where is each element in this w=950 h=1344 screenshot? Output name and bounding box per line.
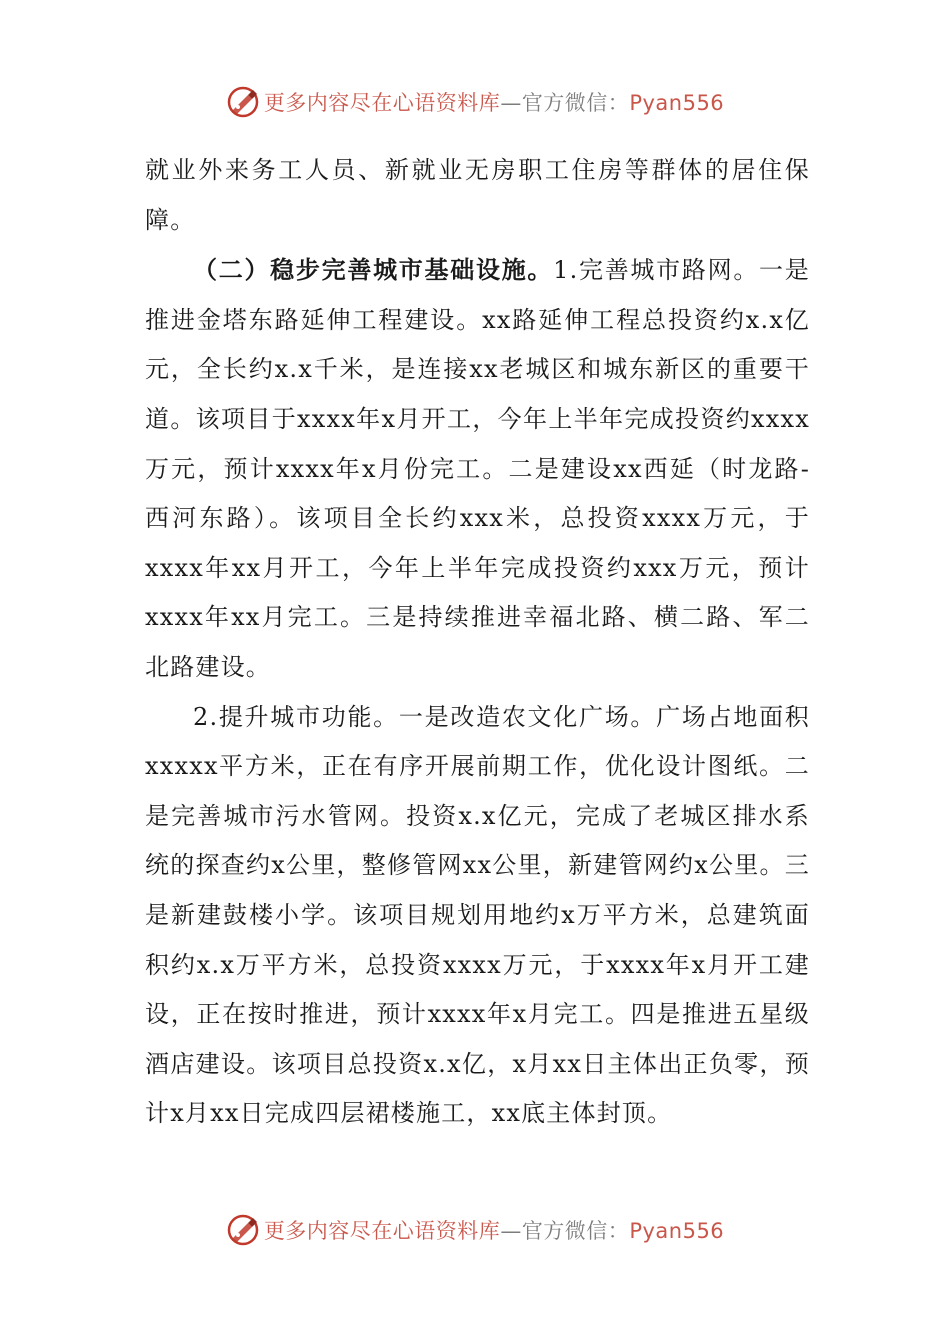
paragraph-2-body: 1.完善城市路网。一是推进金塔东路延伸工程建设。xx路延伸工程总投资约x.x亿元，全长约x.x千米，是连接xx老城区和城东新区的重要干道。该项目于xxxx年x月开工，今年上半年完成投资约xxxx万元，预计xxxx年x月份完工。二是建设xx西延（时龙路-西河东路）。该项目全长约xxx米，总投资xxxx万元，于xxxx年xx月开工，今年上半年完成投资约xxx万元，预计xxxx年xx月完工。三是持续推进幸福北路、横二路、军二北路建设。 bbox=[145, 256, 810, 681]
watermark-contact-label: 官方微信： bbox=[521, 91, 630, 115]
document-body bbox=[145, 146, 810, 1139]
pen-seal-logo-icon bbox=[226, 85, 260, 119]
header-watermark bbox=[0, 78, 950, 126]
paragraph-1: 就业外来务工人员、新就业无房职工住房等群体的居住保障。 bbox=[145, 156, 810, 234]
paragraph-3: 2.提升城市功能。一是改造农文化广场。广场占地面积xxxxx平方米，正在有序开展前期工作，优化设计图纸。二是完善城市污水管网。投资x.x亿元，完成了老城区排水系统的探查约x公里，整修管网xx公里，新建管网约x公里。三是新建鼓楼小学。该项目规划用地约x万平方米，总建筑面积约x.x万平方米，总投资xxxx万元，于xxxx年x月开工建设，正在按时推进，预计xxxx年x月完工。四是推进五星级酒店建设。该项目总投资x.x亿，x月xx日主体出正负零，预计x月xx日完成四层裙楼施工，xx底主体封顶。 bbox=[145, 702, 810, 1128]
watermark-text bbox=[264, 87, 724, 117]
pen-seal-logo-icon bbox=[226, 1213, 260, 1247]
watermark-contact-value: Pyan556 bbox=[629, 91, 725, 115]
watermark-contact-value: Pyan556 bbox=[629, 1219, 725, 1243]
watermark-brand: 更多内容尽在心语资料库 bbox=[263, 91, 501, 115]
paragraph-2 bbox=[145, 245, 810, 692]
watermark-brand: 更多内容尽在心语资料库 bbox=[263, 1219, 501, 1243]
watermark-contact-label: 官方微信： bbox=[521, 1219, 630, 1243]
watermark-text bbox=[264, 1215, 724, 1245]
section-heading: （二）稳步完善城市基础设施。 bbox=[193, 255, 554, 285]
watermark-separator: — bbox=[500, 91, 522, 115]
footer-watermark bbox=[0, 1206, 950, 1254]
watermark-separator: — bbox=[500, 1219, 522, 1243]
